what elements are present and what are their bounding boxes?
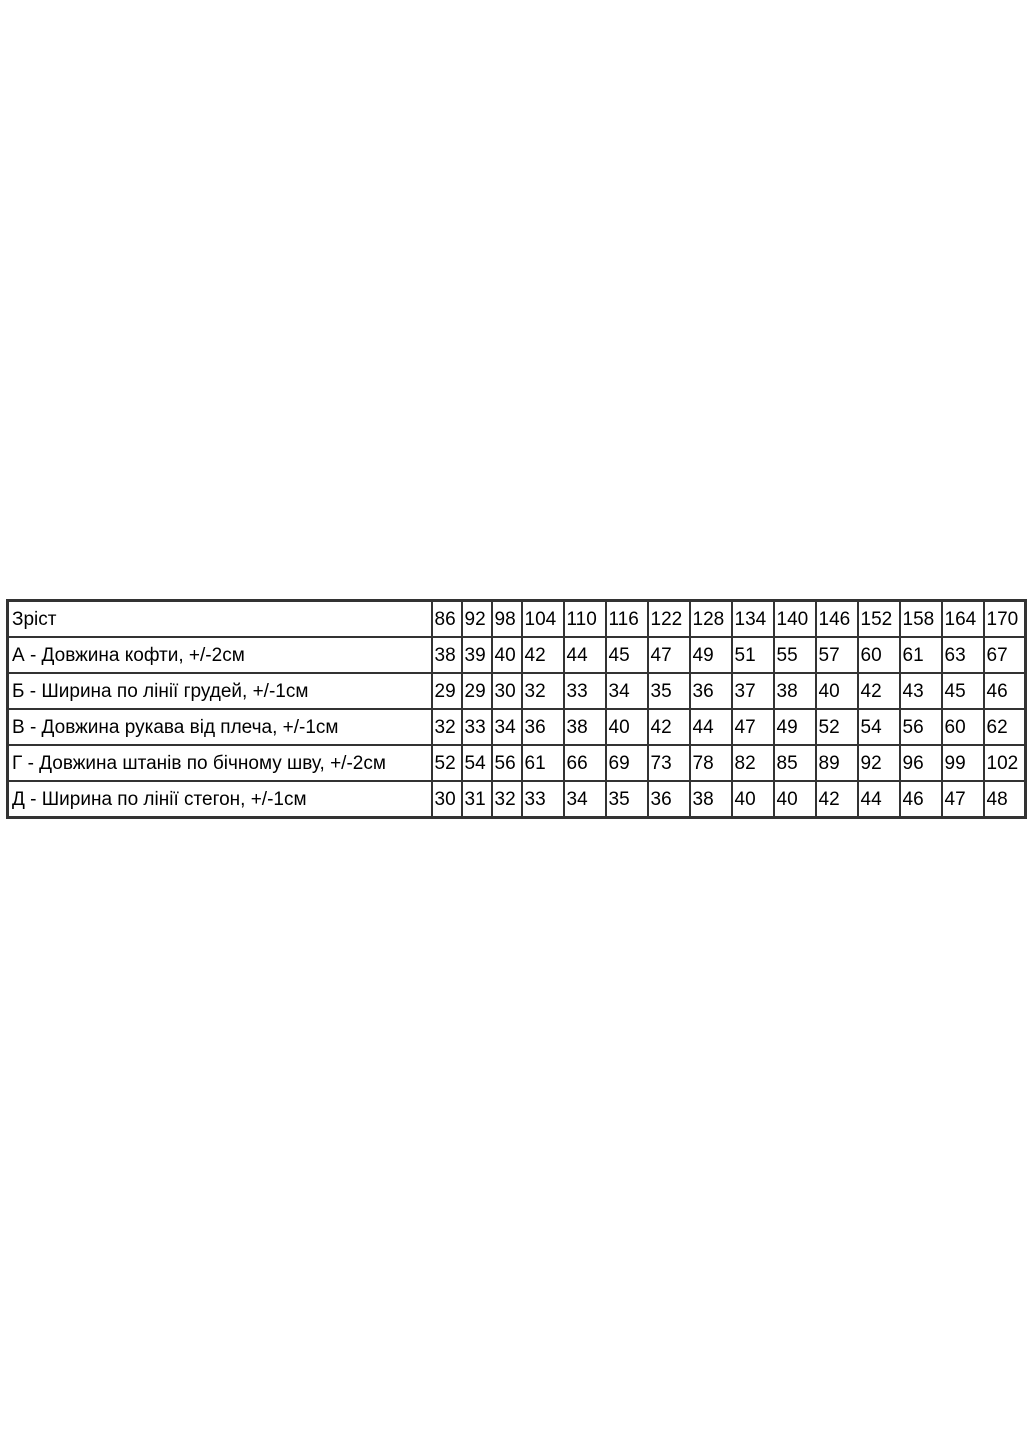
measurement-value-cell: 60 [858,637,900,673]
measurement-value-cell: 33 [462,709,492,745]
measurement-value-cell: 55 [774,637,816,673]
measurement-value-cell: 61 [522,745,564,781]
measurement-value-cell: 34 [492,709,522,745]
size-cell: 140 [774,601,816,638]
measurement-value-cell: 56 [492,745,522,781]
measurement-value-cell: 45 [606,637,648,673]
measurement-value-cell: 61 [900,637,942,673]
size-cell: 104 [522,601,564,638]
size-cell: 98 [492,601,522,638]
measurement-value-cell: 38 [690,781,732,818]
measurement-value-cell: 48 [984,781,1026,818]
measurement-value-cell: 34 [606,673,648,709]
measurement-value-cell: 54 [858,709,900,745]
measurement-value-cell: 63 [942,637,984,673]
table-row [8,673,1026,709]
measurement-value-cell: 69 [606,745,648,781]
measurement-value-cell: 32 [432,709,462,745]
measurement-value-cell: 67 [984,637,1026,673]
measurement-label-cell: В - Довжина рукава від плеча, +/-1см [8,709,432,745]
measurement-value-cell: 78 [690,745,732,781]
size-cell: 158 [900,601,942,638]
measurement-value-cell: 32 [522,673,564,709]
measurement-value-cell: 52 [432,745,462,781]
measurement-value-cell: 40 [492,637,522,673]
measurement-value-cell: 33 [564,673,606,709]
measurement-value-cell: 82 [732,745,774,781]
measurement-value-cell: 38 [564,709,606,745]
size-chart-table [6,599,1027,819]
measurement-value-cell: 46 [900,781,942,818]
measurement-value-cell: 35 [648,673,690,709]
measurement-value-cell: 47 [648,637,690,673]
measurement-value-cell: 40 [816,673,858,709]
measurement-value-cell: 29 [462,673,492,709]
header-label-cell: Зріст [8,601,432,638]
measurement-value-cell: 33 [522,781,564,818]
measurement-value-cell: 51 [732,637,774,673]
measurement-value-cell: 39 [462,637,492,673]
measurement-value-cell: 34 [564,781,606,818]
measurement-value-cell: 85 [774,745,816,781]
size-cell: 128 [690,601,732,638]
size-cell: 122 [648,601,690,638]
table-row [8,709,1026,745]
table-row [8,745,1026,781]
measurement-label-cell: Б - Ширина по лінії грудей, +/-1см [8,673,432,709]
measurement-value-cell: 42 [858,673,900,709]
measurement-value-cell: 32 [492,781,522,818]
measurement-value-cell: 29 [432,673,462,709]
measurement-label-cell: А - Довжина кофти, +/-2см [8,637,432,673]
measurement-label-cell: Г - Довжина штанів по бічному шву, +/-2см [8,745,432,781]
measurement-value-cell: 38 [774,673,816,709]
measurement-label-cell: Д - Ширина по лінії стегон, +/-1см [8,781,432,818]
measurement-value-cell: 30 [492,673,522,709]
measurement-value-cell: 40 [774,781,816,818]
measurement-value-cell: 89 [816,745,858,781]
size-cell: 92 [462,601,492,638]
measurement-value-cell: 42 [816,781,858,818]
measurement-value-cell: 60 [942,709,984,745]
measurement-value-cell: 96 [900,745,942,781]
size-cell: 152 [858,601,900,638]
measurement-value-cell: 42 [648,709,690,745]
measurement-value-cell: 44 [858,781,900,818]
size-cell: 170 [984,601,1026,638]
measurement-value-cell: 40 [732,781,774,818]
measurement-value-cell: 49 [774,709,816,745]
measurement-value-cell: 45 [942,673,984,709]
measurement-value-cell: 38 [432,637,462,673]
measurement-value-cell: 36 [522,709,564,745]
table-header-row [8,601,1026,638]
table-row [8,637,1026,673]
size-cell: 110 [564,601,606,638]
measurement-value-cell: 31 [462,781,492,818]
measurement-value-cell: 30 [432,781,462,818]
measurement-value-cell: 102 [984,745,1026,781]
size-table-body [8,601,1026,818]
measurement-value-cell: 52 [816,709,858,745]
measurement-value-cell: 54 [462,745,492,781]
measurement-value-cell: 44 [690,709,732,745]
measurement-value-cell: 73 [648,745,690,781]
measurement-value-cell: 56 [900,709,942,745]
measurement-value-cell: 36 [648,781,690,818]
size-cell: 86 [432,601,462,638]
table-row [8,781,1026,818]
measurement-value-cell: 46 [984,673,1026,709]
measurement-value-cell: 40 [606,709,648,745]
size-cell: 134 [732,601,774,638]
measurement-value-cell: 36 [690,673,732,709]
measurement-value-cell: 47 [732,709,774,745]
measurement-value-cell: 43 [900,673,942,709]
measurement-value-cell: 35 [606,781,648,818]
size-cell: 146 [816,601,858,638]
measurement-value-cell: 99 [942,745,984,781]
size-cell: 164 [942,601,984,638]
measurement-value-cell: 92 [858,745,900,781]
measurement-value-cell: 57 [816,637,858,673]
measurement-value-cell: 47 [942,781,984,818]
measurement-value-cell: 66 [564,745,606,781]
measurement-value-cell: 49 [690,637,732,673]
size-cell: 116 [606,601,648,638]
measurement-value-cell: 42 [522,637,564,673]
measurement-value-cell: 37 [732,673,774,709]
measurement-value-cell: 62 [984,709,1026,745]
measurement-value-cell: 44 [564,637,606,673]
